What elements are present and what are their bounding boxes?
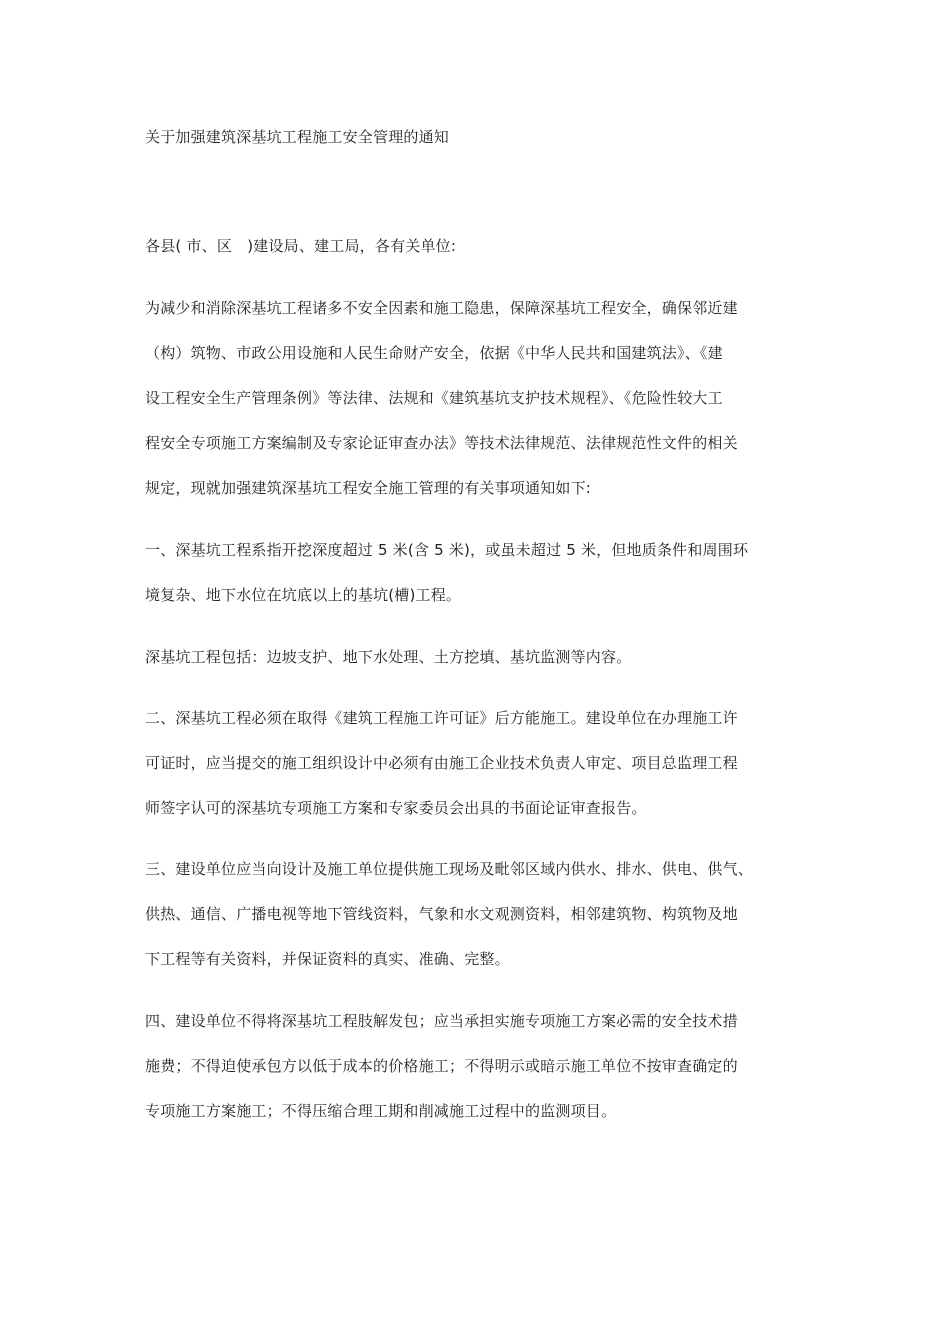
- paragraph-line: 下工程等有关资料，并保证资料的真实、准确、完整。: [145, 950, 510, 968]
- paragraph-line: 境复杂、地下水位在坑底以上的基坑(槽)工程。: [145, 586, 462, 604]
- paragraph-line: （构）筑物、市政公用设施和人民生命财产安全，依据《中华人民共和国建筑法》、《建: [145, 344, 723, 362]
- paragraph-line: 供热、通信、广播电视等地下管线资料，气象和水文观测资料，相邻建筑物、构筑物及地: [145, 905, 738, 923]
- paragraph-line: 程安全专项施工方案编制及专家论证审查办法》等技术法律规范、法律规范性文件的相关: [145, 434, 738, 452]
- paragraph-line: 二、深基坑工程必须在取得《建筑工程施工许可证》后方能施工。建设单位在办理施工许: [145, 709, 738, 727]
- paragraph-line: 施费；不得迫使承包方以低于成本的价格施工；不得明示或暗示施工单位不按审查确定的: [145, 1057, 738, 1075]
- salutation: 各县( 市、区 )建设局、建工局，各有关单位:: [145, 237, 457, 255]
- paragraph-line: 一、深基坑工程系指开挖深度超过 5 米(含 5 米)，或虽未超过 5 米，但地质条件和周围环: [145, 541, 749, 559]
- paragraph-line: 四、建设单位不得将深基坑工程肢解发包；应当承担实施专项施工方案必需的安全技术措: [145, 1012, 738, 1030]
- paragraph-line: 设工程安全生产管理条例》等法律、法规和《建筑基坑支护技术规程》、《危险性较大工: [145, 389, 723, 407]
- paragraph-line: 为减少和消除深基坑工程诸多不安全因素和施工隐患，保障深基坑工程安全，确保邻近建: [145, 299, 738, 317]
- paragraph-line: 专项施工方案施工；不得压缩合理工期和削减施工过程中的监测项目。: [145, 1102, 617, 1120]
- paragraph-line: 规定，现就加强建筑深基坑工程安全施工管理的有关事项通知如下:: [145, 479, 592, 497]
- paragraph-line: 师签字认可的深基坑专项施工方案和专家委员会出具的书面论证审查报告。: [145, 799, 647, 817]
- paragraph-line: 可证时，应当提交的施工组织设计中必须有由施工企业技术负责人审定、项目总监理工程: [145, 754, 738, 772]
- document-title: 关于加强建筑深基坑工程施工安全管理的通知: [145, 128, 450, 146]
- paragraph-line: 深基坑工程包括：边坡支护、地下水处理、土方挖填、基坑监测等内容。: [145, 648, 632, 666]
- paragraph-line: 三、建设单位应当向设计及施工单位提供施工现场及毗邻区域内供水、排水、供电、供气、: [145, 860, 754, 878]
